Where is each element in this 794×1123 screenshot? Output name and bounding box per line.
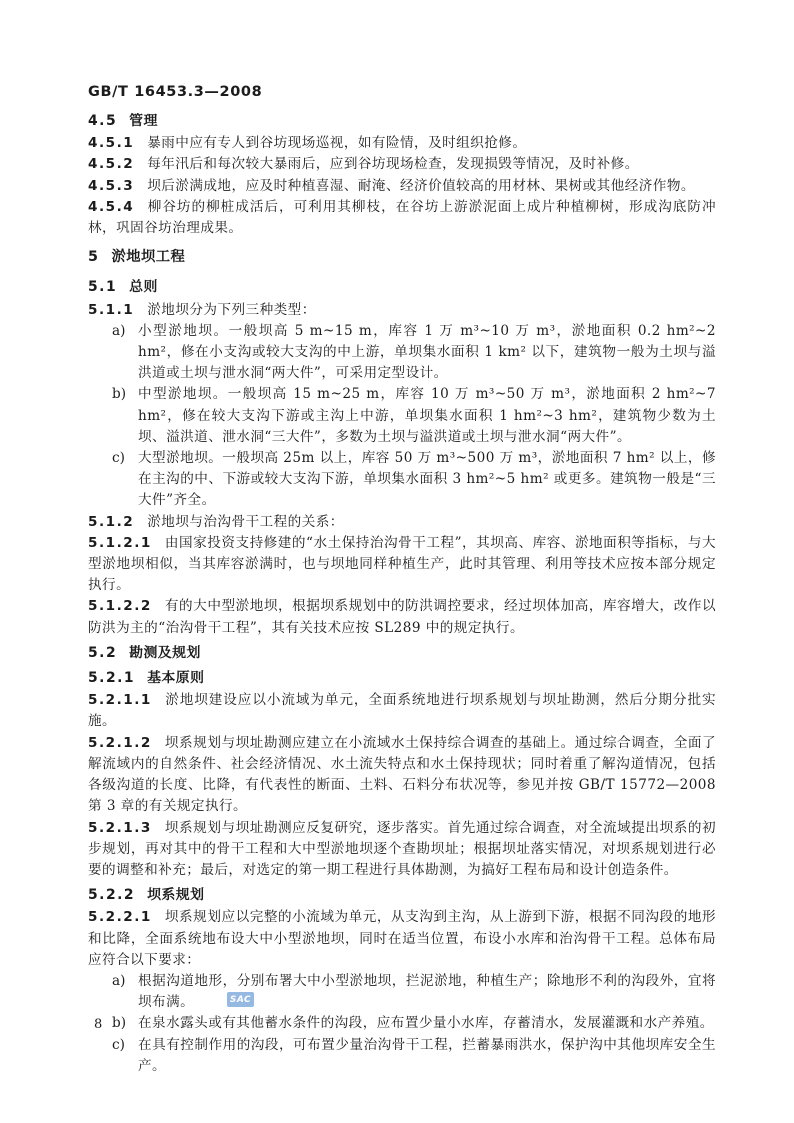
clause-4-5-4 (88, 197, 716, 239)
clause-5-1-2 (88, 512, 716, 533)
clause-number: 5.2 (88, 644, 118, 661)
list-marker: c) (112, 450, 125, 467)
clause-text: 坝系规划与坝址勘测应建立在小流域水土保持综合调查的基础上。通过综合调查，全面了解流域内的自然条件、社会经济情况、水土流失特点和水土保持现状；同时着重了解沟道情况，包括各级沟道的长度、比降，有代表性的断面、土料、石料分布状况等，参见并按 GB/T 15772—2008 第 3 章的有关规定执行。 (88, 734, 716, 815)
clause-title: 总则 (129, 279, 158, 296)
clause-5-1-1 (88, 300, 716, 321)
clause-title: 管理 (129, 113, 158, 129)
clause-text: 坝后淤满成地，应及时种植喜湿、耐淹、经济价值较高的用材林、果树或其他经济作物。 (147, 177, 695, 194)
list-marker: c) (112, 1036, 125, 1053)
clause-5-2-2-1 (88, 907, 716, 971)
list-text: 大型淤地坝。一般坝高 25m 以上，库容 50 万 m³~500 万 m³，淤地面积 7 hm² 以上，修在主沟的中、下游或较大支沟下游，单坝集水面积 3 hm²~5 hm² 或更多。建筑物一般是“三大件”齐全。 (138, 450, 716, 509)
clause-number: 4.5.1 (88, 135, 135, 152)
clause-number: 5.1.2 (88, 513, 135, 530)
document-body (88, 84, 716, 1077)
clause-text: 柳谷坊的柳桩成活后，可利用其柳枝，在谷坊上游淤泥面上成片种植柳树，形成沟底防冲林，巩固谷坊治理成果。 (88, 198, 716, 237)
clause-heading-4-5 (88, 111, 716, 132)
list-marker: a) (112, 322, 126, 339)
clause-text: 淤地坝建设应以小流域为单元，全面系统地进行坝系规划与坝址勘测，然后分期分批实施。 (88, 692, 716, 730)
clause-5-1-2-2 (88, 596, 716, 638)
clause-5-2-1-3 (88, 818, 716, 882)
clause-title: 淤地坝工程 (111, 249, 186, 266)
clause-5-1-2-1 (88, 533, 716, 597)
clause-number: 5.2.1.1 (88, 692, 152, 709)
list-item-b-medium-dam (88, 384, 716, 448)
list-item-a-dam-layout (88, 971, 716, 1013)
clause-5-2-1-1 (88, 690, 716, 732)
clause-heading-5-2-1 (88, 668, 716, 689)
clause-number: 5.1.2.1 (88, 534, 152, 551)
page-number: 8 (94, 1017, 103, 1032)
clause-number: 5.2.1 (88, 670, 136, 687)
clause-4-5-3 (88, 176, 716, 197)
list-marker: b) (112, 1015, 127, 1032)
clause-heading-5-2 (88, 643, 716, 664)
list-marker: b) (112, 386, 127, 403)
clause-text: 坝系规划与坝址勘测应反复研究，逐步落实。首先通过综合调查，对全流域提出坝系的初步规划，再对其中的骨干工程和大中型淤地坝逐个查勘坝址；根据坝址落实情况，对坝系规划进行必要的调整和补充；最后，对选定的第一期工程进行具体勘测，为搞好工程布局和设计创造条件。 (88, 819, 716, 878)
clause-number: 4.5 (88, 113, 118, 129)
list-text: 中型淤地坝。一般坝高 15 m~25 m，库容 10 万 m³~50 万 m³，淤地面积 2 hm²~7 hm²，修在较大支沟下游或主沟上中游，单坝集水面积 1 hm²~3 hm²，建筑物少数为土坝、溢洪道、泄水洞“三大件”，多数为土坝与溢洪道或土坝与泄水洞“两大件”。 (138, 386, 716, 445)
clause-title: 基本原则 (147, 670, 205, 687)
clause-heading-5-1 (88, 277, 716, 298)
list-marker: a) (112, 972, 126, 989)
list-text: 在具有控制作用的沟段，可布置少量治沟骨干工程，拦蓄暴雨洪水，保护沟中其他坝库安全生产。 (138, 1036, 716, 1074)
clause-text: 坝系规划应以完整的小流域为单元，从支沟到主沟，从上游到下游，根据不同沟段的地形和比降，全面系统地布设大中小型淤地坝，同时在适当位置，布设小水库和治沟骨干工程。总体布局应符合以下要求： (88, 909, 716, 968)
clause-text: 由国家投资支持修建的“水土保持治沟骨干工程”，其坝高、库容、淤地面积等指标，与大型淤地坝相似，当其库容淤满时，也与坝地同样种植生产，此时其管理、利用等技术应按本部分规定执行。 (88, 534, 716, 594)
clause-number: 5.1.2.2 (88, 598, 152, 615)
clause-number: 4.5.3 (88, 177, 135, 194)
clause-title: 坝系规划 (147, 887, 205, 904)
clause-heading-5-2-2 (88, 885, 716, 906)
list-text: 在泉水露头或有其他蓄水条件的沟段，应布置少量小水库，存蓄清水，发展灌溉和水产养殖。 (138, 1015, 714, 1032)
sac-watermark-logo: SAC (227, 992, 254, 1007)
clause-number: 5.1.1 (88, 301, 135, 318)
clause-text: 有的大中型淤地坝，根据坝系规划中的防洪调控要求，经过坝体加高，库容增大，改作以防洪为主的“治沟骨干工程”，其有关技术应按 SL289 中的规定执行。 (88, 598, 716, 636)
clause-number: 4.5.4 (88, 198, 135, 215)
clause-title: 勘测及规划 (129, 644, 201, 661)
clause-number: 4.5.2 (88, 156, 135, 173)
clause-number: 5.1 (88, 279, 118, 296)
clause-text: 淤地坝与治沟骨干工程的关系： (147, 513, 344, 530)
clause-text: 每年汛后和每次较大暴雨后，应到谷坊现场检查，发现损毁等情况，及时补修。 (147, 156, 639, 173)
list-text: 小型淤地坝。一般坝高 5 m~15 m，库容 1 万 m³~10 万 m³，淤地面积 0.2 hm²~2 hm²，修在小支沟或较大支沟的中上游，单坝集水面积 1 km² 以下，建筑物一般为土坝与溢洪道或土坝与泄水洞“两大件”，可采用定型设计。 (138, 322, 716, 382)
chapter-heading-5 (88, 247, 716, 268)
list-item-c-large-dam (88, 448, 716, 512)
clause-number: 5.2.1.2 (88, 734, 152, 751)
clause-5-2-1-2 (88, 733, 716, 818)
clause-4-5-1 (88, 133, 716, 154)
clause-number: 5 (88, 249, 100, 266)
list-text: 根据沟道地形，分别布署大中小型淤地坝，拦泥淤地，种植生产；除地形不利的沟段外，宜将坝布满。 (138, 972, 716, 1011)
clause-4-5-2 (88, 154, 716, 175)
clause-number: 5.2.2.1 (88, 909, 152, 926)
clause-number: 5.2.1.3 (88, 819, 152, 836)
list-item-b-reservoirs (88, 1013, 716, 1034)
list-item-a-small-dam (88, 321, 716, 385)
clause-text: 暴雨中应有专人到谷坊现场巡视，如有险情，及时组织抢修。 (147, 135, 527, 152)
list-item-c-key-projects (88, 1035, 716, 1077)
clause-text: 淤地坝分为下列三种类型： (147, 301, 316, 318)
clause-number: 5.2.2 (88, 887, 136, 904)
standard-code-header: GB/T 16453.3—2008 (88, 84, 263, 100)
